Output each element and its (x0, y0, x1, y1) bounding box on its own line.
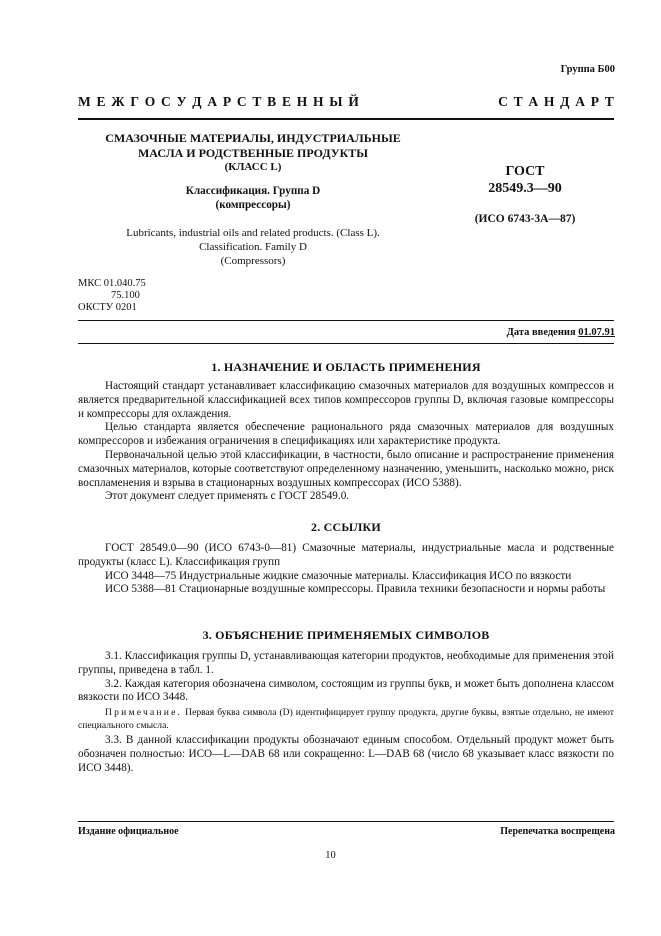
section-3-body (78, 650, 614, 776)
subtitle-line-2: (компрессоры) (215, 199, 291, 211)
section-2-heading: 2. ССЫЛКИ (311, 520, 381, 534)
introduction-date (507, 327, 615, 338)
section-1-body (78, 380, 614, 504)
subtitle-line-1: Классификация. Группа D (185, 185, 321, 197)
section-1-paragraph-4: Этот документ следует применять с ГОСТ 28549.0. (105, 490, 350, 503)
banner-right: С Т А Н Д А Р Т (498, 94, 615, 109)
mks-code: МКС 01.040.75 (78, 278, 146, 289)
section-1-paragraph-3: Первоначальной целью этой классификации, в частности, было описание и распространение применения смазочных материалов, которые соответствуют определенному назначению, уменьшить, насколько можно, риск воспламенения и взрыва в стационарных воздушных компрессорах (ИСО 5388). (78, 448, 614, 489)
reference-1: ГОСТ 28549.0—90 (ИСО 6743-0—81) Смазочные материалы, индустриальные масла и родственные продукты (класс L). Классификация групп (78, 542, 614, 568)
gost-number: 28549.3—90 (488, 181, 562, 196)
subtitle-block (78, 184, 428, 212)
section-3-paragraph-3: 3.3. В данной классификации продукты обозначают единым способом. Отдельный продукт может быть обозначен полностью: ИСО—L—DAB 68 или сокращенно: L—DAB 68 (число 68 указывает класс вязкости по ИСО 3448). (78, 734, 614, 774)
english-title-line-1: Lubricants, industrial oils and related products. (Class L). (126, 227, 380, 239)
banner-left: М Е Ж Г О С У Д А Р С Т В Е Н Н Ы Й (78, 94, 361, 109)
section-1-heading: 1. НАЗНАЧЕНИЕ И ОБЛАСТЬ ПРИМЕНЕНИЯ (211, 360, 481, 374)
intro-rule (78, 343, 614, 344)
title-line-1: СМАЗОЧНЫЕ МАТЕРИАЛЫ, ИНДУСТРИАЛЬНЫЕ (105, 131, 401, 145)
footer-rule (78, 821, 614, 822)
note-text: Первая буква символа (D) идентифицирует группу продукта, другие буквы, взятые отдельно, не имеют специального смысла. (78, 707, 614, 731)
reference-3: ИСО 5388—81 Стационарные воздушные компрессоры. Правила техники безопасности и нормы работы (105, 583, 606, 596)
footer-reprint-notice: Перепечатка воспрещена (500, 826, 615, 837)
note-label: Примечание. (105, 707, 183, 719)
section-3-heading: 3. ОБЪЯСНЕНИЕ ПРИМЕНЯЕМЫХ СИМВОЛОВ (202, 628, 490, 642)
title-block (78, 131, 428, 175)
group-code: Группа Б00 (560, 64, 615, 75)
section-1-paragraph-1: Настоящий стандарт устанавливает классификацию смазочных материалов для воздушных компрессов и является предварительной классификацией всех типов компрессоров группы D, включая газовые компрессоры и компрессоры для охлаждения. (78, 380, 614, 420)
section-3-note (78, 707, 614, 732)
english-title-line-2: Classification. Family D (199, 241, 307, 253)
english-title-block (78, 226, 428, 268)
english-title-line-3: (Compressors) (220, 255, 286, 267)
section-3-paragraph-2: 3.2. Каждая категория обозначена символом, состоящим из группы букв, и может быть дополнена классом вязкости по ИСО 3448. (78, 677, 614, 704)
section-1-paragraph-2: Целью стандарта является обеспечение рационального ряда смазочных материалов для воздушных компрессоров и избежания ограничения в спецификациях или характеристике продукта. (78, 421, 614, 448)
header-rule (78, 118, 614, 120)
section-3-paragraph-1: 3.1. Классификация группы D, устанавливающая категории продуктов, необходимые для применения этой группы, приведена в табл. 1. (78, 650, 614, 676)
intro-date-value: 01.07.91 (578, 327, 615, 338)
gost-label: ГОСТ (505, 164, 545, 179)
title-line-2: МАСЛА И РОДСТВЕННЫЕ ПРОДУКТЫ (137, 145, 369, 160)
page-number: 10 (325, 850, 336, 861)
mks-code-2: 75.100 (111, 290, 140, 301)
standard-block (455, 163, 595, 197)
title-line-3: (КЛАСС L) (224, 161, 282, 173)
codes-rule (78, 320, 614, 321)
iso-equivalent: (ИСО 6743-3А—87) (474, 213, 576, 225)
reference-2: ИСО 3448—75 Индустриальные жидкие смазочные материалы. Классификация ИСО по вязкости (105, 569, 572, 582)
intro-date-label: Дата введения (506, 327, 576, 338)
okstu-code: ОКСТУ 0201 (78, 302, 137, 313)
section-2-body (78, 542, 614, 597)
classification-codes (78, 278, 146, 314)
footer-edition: Издание официальное (78, 826, 179, 837)
